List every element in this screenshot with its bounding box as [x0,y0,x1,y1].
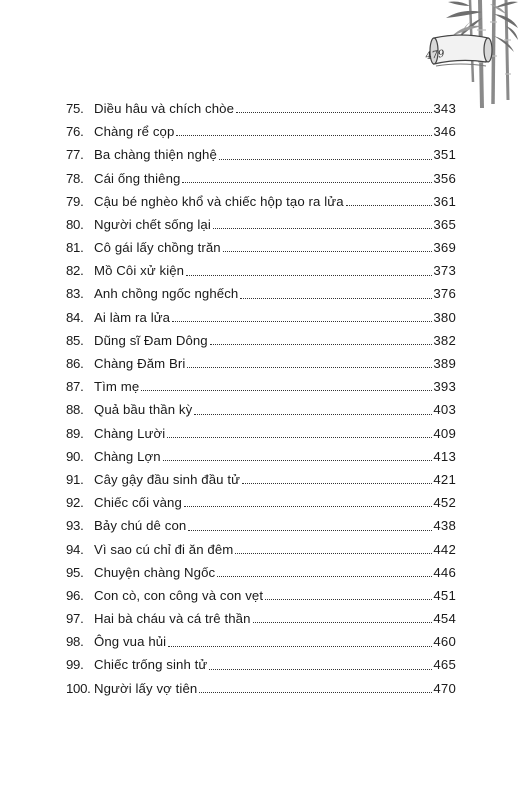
toc-entry-page: 451 [433,587,456,603]
toc-entry-title: Cô gái lấy chồng trăn [94,240,221,256]
toc-entry-page: 389 [433,356,456,372]
toc-dot-leader [187,367,432,368]
toc-entry-page: 438 [433,518,456,534]
toc-entry-number: 96. [66,587,84,603]
toc-entry-page: 454 [433,611,456,627]
toc-entry[interactable] [66,349,456,372]
toc-entry-number: 90. [66,448,84,464]
toc-dot-leader [184,506,432,507]
toc-entry-title: Chàng Lợn [94,448,161,464]
toc-dot-leader [235,553,432,554]
toc-entry-page: 446 [433,564,456,580]
toc-entry-title: Dũng sĩ Đam Dông [94,332,208,348]
toc-entry-number: 79. [66,193,84,209]
toc-entry-title: Tìm mẹ [94,379,140,395]
toc-dot-leader [223,251,433,252]
toc-entry-page: 403 [433,402,456,418]
toc-entry-title: Chiếc trống sinh tử [94,657,208,673]
toc-entry-page: 465 [433,657,456,673]
toc-entry-number: 75. [66,100,84,116]
toc-entry-title: Ba chàng thiện nghệ [94,147,217,163]
toc-entry[interactable] [66,465,456,488]
toc-dot-leader [182,182,432,183]
toc-entry-title: Bảy chú dê con [94,518,187,534]
toc-entry-number: 88. [66,402,84,418]
toc-dot-leader [186,275,432,276]
toc-entry-title: Chàng Lười [94,425,166,441]
toc-entry-number: 95. [66,564,84,580]
toc-dot-leader [209,669,432,670]
toc-entry-title: Quả bầu thần kỳ [94,402,193,418]
toc-dot-leader [240,298,432,299]
toc-entry[interactable] [66,187,456,210]
toc-entry-page: 382 [433,332,456,348]
toc-entry[interactable] [66,581,456,604]
toc-dot-leader [168,646,432,647]
toc-entry-number: 91. [66,471,84,487]
toc-entry-page: 442 [433,541,456,557]
toc-entry-number: 99. [66,657,84,673]
toc-entry-number: 94. [66,541,84,557]
toc-entry[interactable] [66,395,456,418]
toc-entry-page: 393 [433,379,456,395]
toc-entry[interactable] [66,442,456,465]
toc-entry[interactable] [66,326,456,349]
toc-entry-number: 77. [66,147,84,163]
toc-entry-number: 92. [66,495,84,511]
toc-dot-leader [176,135,432,136]
toc-entry-page: 356 [433,170,456,186]
toc-entry-title: Chàng rể cọp [94,124,175,140]
toc-dot-leader [219,159,433,160]
toc-entry[interactable] [66,117,456,140]
toc-entry-number: 98. [66,634,84,650]
toc-entry-page: 413 [433,448,456,464]
toc-entry-number: 81. [66,240,84,256]
toc-entry-page: 421 [433,471,456,487]
toc-entry[interactable] [66,210,456,233]
toc-entry-title: Hai bà cháu và cá trê thần [94,611,251,627]
toc-entry[interactable] [66,303,456,326]
toc-entry-number: 97. [66,611,84,627]
toc-entry-title: Người lấy vợ tiên [94,680,198,696]
toc-entry-page: 373 [433,263,456,279]
toc-entry-page: 409 [433,425,456,441]
toc-entry-number: 89. [66,425,84,441]
toc-dot-leader [163,460,433,461]
toc-entry[interactable] [66,419,456,442]
toc-entry-title: Cây gậy đầu sinh đầu tử [94,471,241,487]
toc-entry-title: Cái ống thiêng [94,170,181,186]
toc-entry-title: Chuyện chàng Ngốc [94,564,216,580]
toc-entry[interactable] [66,488,456,511]
toc-entry[interactable] [66,164,456,187]
page-number: 479 [424,48,446,63]
toc-dot-leader [194,414,432,415]
toc-entry[interactable] [66,511,456,534]
toc-entry-number: 80. [66,216,84,232]
toc-entry-page: 380 [433,309,456,325]
toc-entry[interactable] [66,140,456,163]
toc-entry-page: 361 [433,193,456,209]
toc-dot-leader [242,483,432,484]
toc-dot-leader [172,321,432,322]
toc-dot-leader [213,228,433,229]
toc-dot-leader [167,437,432,438]
toc-dot-leader [199,692,432,693]
toc-entry-number: 82. [66,263,84,279]
toc-dot-leader [253,622,433,623]
toc-entry-title: Cậu bé nghèo khổ và chiếc hộp tạo ra lửa [94,193,344,209]
toc-dot-leader [210,344,433,345]
toc-entry-title: Diều hâu và chích chòe [94,100,235,116]
toc-entry[interactable] [66,651,456,674]
toc-entry-title: Ai làm ra lửa [94,309,171,325]
toc-entry-page: 452 [433,495,456,511]
toc-entry-page: 460 [433,634,456,650]
toc-entry-title: Chàng Đăm Bri [94,356,186,372]
toc-entry-page: 376 [433,286,456,302]
toc-entry-page: 343 [433,100,456,116]
toc-entry-title: Chiếc cối vàng [94,495,182,511]
toc-entry[interactable] [66,256,456,279]
toc-entry-title: Vì sao cú chỉ đi ăn đêm [94,541,234,557]
toc-entry-number: 78. [66,170,84,186]
toc-entry-page: 365 [433,216,456,232]
toc-dot-leader [346,205,433,206]
toc-entry-number: 83. [66,286,84,302]
toc-entry[interactable] [66,372,456,395]
toc-entry[interactable] [66,535,456,558]
toc-dot-leader [141,390,432,391]
toc-dot-leader [188,530,432,531]
toc-entry[interactable] [66,604,456,627]
toc-dot-leader [265,599,432,600]
toc-entry-number: 84. [66,309,84,325]
toc-entry-title: Ông vua hủi [94,634,167,650]
toc-entry-title: Mồ Côi xử kiện [94,263,185,279]
toc-entry-title: Người chết sống lại [94,216,211,232]
toc-entry[interactable] [66,233,456,256]
toc-dot-leader [236,112,432,113]
toc-entry-title: Anh chồng ngốc nghếch [94,286,239,302]
toc-entry-page: 369 [433,240,456,256]
toc-entry-number: 85. [66,332,84,348]
toc-entry[interactable] [66,674,456,697]
toc-entry-page: 351 [433,147,456,163]
toc-dot-leader [217,576,432,577]
toc-entry-page: 346 [433,124,456,140]
toc-entry-number: 76. [66,124,84,140]
table-of-contents [66,94,456,697]
toc-entry-page: 470 [433,680,456,696]
toc-entry-number: 100. [66,680,91,696]
toc-entry-title: Con cò, con công và con vẹt [94,587,264,603]
toc-entry[interactable] [66,558,456,581]
toc-entry[interactable] [66,627,456,650]
toc-entry[interactable] [66,280,456,303]
toc-entry[interactable] [66,94,456,117]
toc-entry-number: 87. [66,379,84,395]
toc-entry-number: 86. [66,356,84,372]
toc-entry-number: 93. [66,518,84,534]
